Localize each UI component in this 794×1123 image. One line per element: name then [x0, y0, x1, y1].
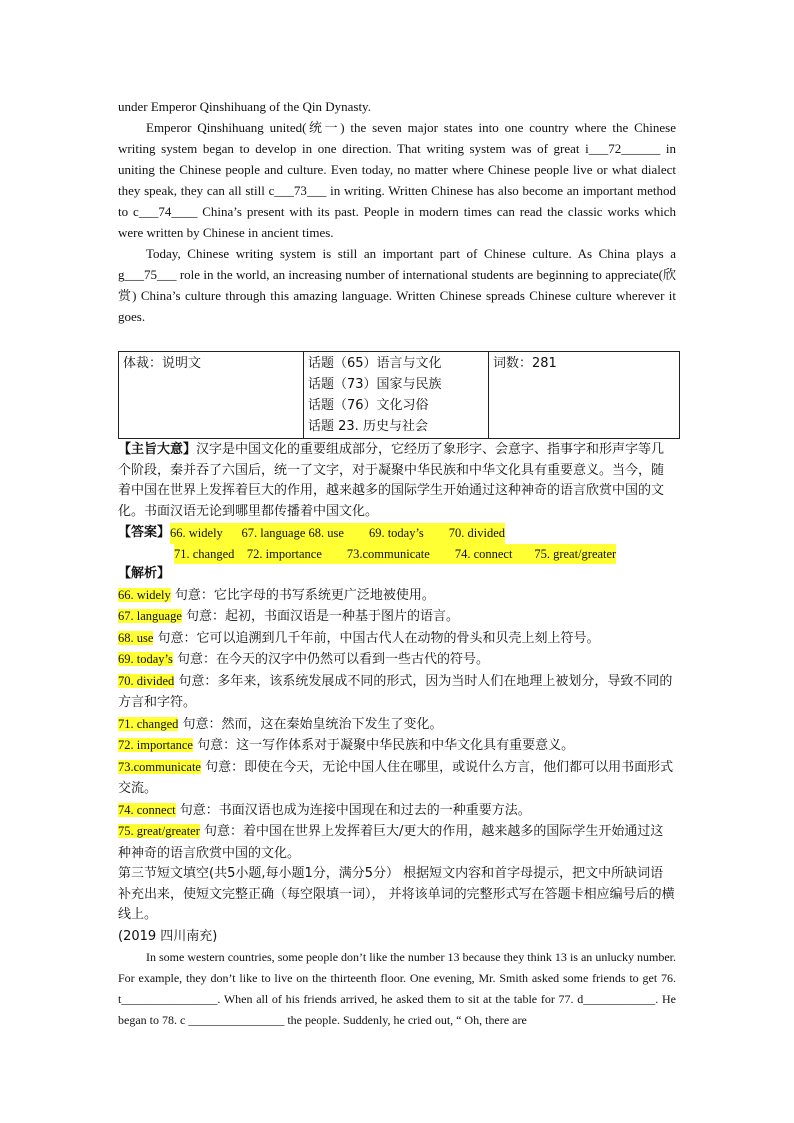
analysis-text: 句意：书面汉语也成为连接中国现在和过去的一种重要方法。: [175, 802, 531, 818]
answers-label: 【答案】: [118, 525, 171, 540]
analysis-key: 75. great/greater: [118, 824, 200, 838]
passage-text: in uniting the Chinese people and culture. Even today, no matter where Chinese people live or what dialect they speak, they can all still c: [118, 141, 676, 198]
info-table: [118, 351, 680, 439]
analysis-item: [118, 628, 676, 650]
analysis-text: 句意：即使在今天，无论中国人住在哪里，或说什么方言，他们都可以用书面形式交流。: [118, 759, 674, 796]
summary-paragraph: [118, 440, 676, 522]
passage-text: Emperor Qinshihuang united(统一) the seven major states into one country where the Chinese writing system began to develop in one direction. That writing system was of great i: [118, 120, 676, 156]
passage-paragraph-2: [118, 243, 676, 327]
topic-item: 话题（65）语言与文化: [308, 356, 442, 371]
passage-text: role in the world, an increasing number of international students are beginning to appreciate(欣赏) China’s culture through this amazing language. Written Chinese spreads Chinese culture wherever it goes.: [118, 267, 676, 324]
analysis-item: [118, 735, 676, 757]
analysis-list: [118, 585, 676, 865]
passage-text: Today, Chinese writing system is still an important part of Chinese culture. As China plays a g: [118, 246, 676, 282]
analysis-item: [118, 671, 676, 714]
blank-74: ___74____: [138, 204, 198, 219]
topic-item: 话题（76）文化习俗: [308, 398, 429, 413]
summary-text: 汉字是中国文化的重要组成部分，它经历了象形字、会意字、指事字和形声字等几个阶段，秦并吞了六国后，统一了文字，对于凝聚中华民族和中华文化具有重要意义。当今，随着中国在世界上发挥着巨大的作用，越来越多的国际学生开始通过这种神奇的语言欣赏中国的文化。书面汉语无论到哪里都传播着中国文化。: [118, 442, 665, 519]
analysis-item: [118, 800, 676, 822]
passage-line: under Emperor Qinshihuang of the Qin Dynasty.: [118, 99, 371, 114]
analysis-key: 70. divided: [118, 673, 175, 688]
word-count-cell: 词数：281: [489, 352, 680, 439]
analysis-item: [118, 714, 676, 736]
blank-75: ___75___: [124, 267, 177, 282]
analysis-text: 句意：然而，这在秦始皇统治下发生了变化。: [178, 716, 443, 732]
analysis-key: 69. today’s: [118, 652, 173, 666]
analysis-text: 句意：这一写作体系对于凝聚中华民族和中华文化具有重要意义。: [192, 738, 575, 753]
analysis-text: 句意：起初，书面汉语是一种基于图片的语言。: [181, 609, 460, 624]
blank-72: ___72______: [588, 141, 661, 156]
analysis-item: [118, 649, 676, 671]
analysis-item: [118, 757, 676, 800]
analysis-key: 67. language: [118, 609, 182, 623]
section3-passage: In some western countries, some people don’t like the number 13 because they think 13 is an unlucky number. For example, they don’t like to live on the thirteenth floor. One evening, Mr. Smith asked some friends to get 76. t________________. When all of his friends arrived, he asked them to sit at the table for 77. d____________. He began to 78. c ________________ the people. Suddenly, he cried out, “ Oh, there are: [118, 950, 676, 1027]
section3-source: (2019 四川南充): [118, 928, 218, 944]
analysis-key: 74. connect: [118, 802, 176, 817]
passage-paragraph-1: [118, 117, 676, 243]
answers-block: [118, 523, 676, 564]
analysis-key: 66. widely: [118, 587, 171, 602]
analysis-key: 68. use: [118, 630, 154, 645]
topics-cell: [304, 352, 489, 439]
topic-item: 话题 23. 历史与社会: [308, 419, 428, 434]
blank-73: ___73___: [274, 183, 327, 198]
analysis-item: [118, 585, 676, 607]
answers-line-1: 66. widely 67. language 68. use 69. today’s 70. divided: [170, 523, 505, 544]
analysis-key: 72. importance: [118, 738, 193, 752]
analysis-text: 句意：它比字母的书写系统更广泛地被使用。: [170, 587, 435, 603]
analysis-item: [118, 606, 676, 628]
analysis-text: 句意：在今天的汉字中仍然可以看到一些古代的符号。: [172, 652, 489, 667]
topic-item: 话题（73）国家与民族: [308, 377, 442, 392]
passage-text: China’s present with its past. People in modern times can read the classic works which were written by Chinese in ancient times.: [118, 204, 676, 240]
section3-instruction: 第三节短文填空(共5小题,每小题1分，满分5分） 根据短文内容和首字母提示，把文中所缺词语补充出来，使短文完整正确（每空限填一词）， 并将该单词的完整形式写在答题卡相应编号后的横线上。: [118, 866, 675, 922]
analysis-key: 71. changed: [118, 716, 179, 731]
answers-line-2: 71. changed 72. importance 73.communicate 74. connect 75. great/greater: [174, 544, 616, 565]
analysis-text: 句意：着中国在世界上发挥着巨大/更大的作用，越来越多的国际学生开始通过这种神奇的语言欣赏中国的文化。: [118, 824, 664, 861]
page-content: [118, 96, 676, 1031]
summary-label: 【主旨大意】: [118, 442, 197, 457]
analysis-text: 句意：它可以追溯到几千年前，中国古代人在动物的骨头和贝壳上刻上符号。: [153, 630, 600, 646]
analysis-text: 句意：多年来，该系统发展成不同的形式，因为当时人们在地理上被划分，导致不同的方言和字符。: [118, 673, 673, 710]
passage-text: in writing. Written Chinese has also become an important method to c: [118, 183, 676, 219]
analysis-label: 【解析】: [118, 566, 171, 581]
analysis-key: 73.communicate: [118, 759, 201, 774]
analysis-item: [118, 821, 676, 864]
genre-cell: 体裁：说明文: [119, 352, 304, 439]
